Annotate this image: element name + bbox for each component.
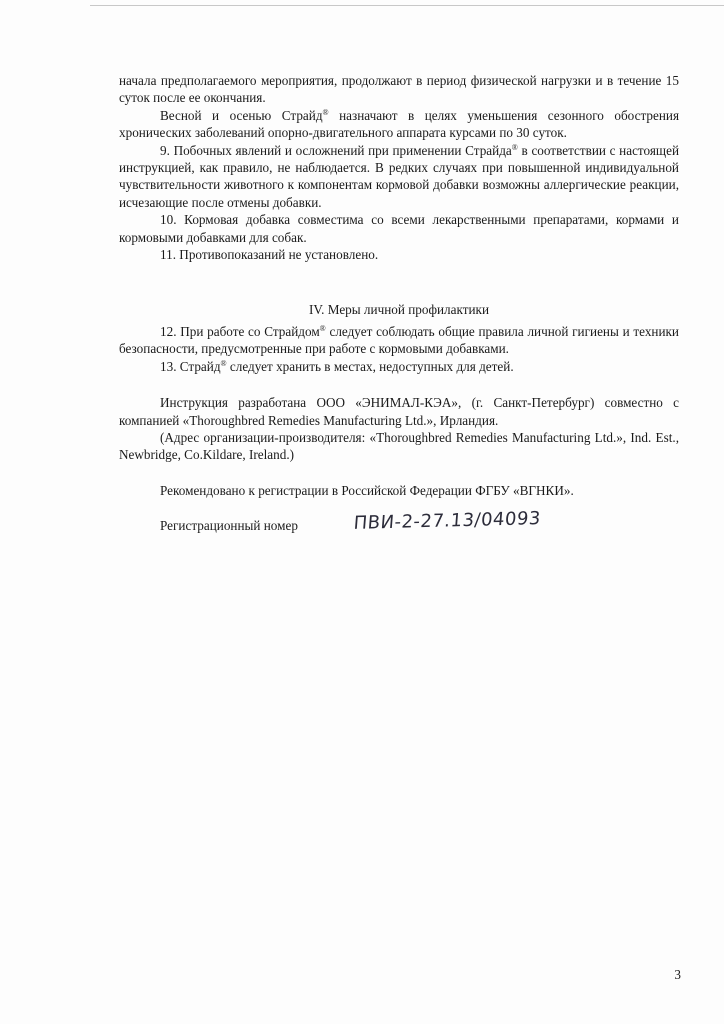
paragraph-seasonal-course: Весной и осенью Страйд® назначают в целях уменьшения сезонного обострения хронических заболеваний опорно-двигательного аппарата курсами по 30 суток. (119, 107, 680, 141)
registered-mark: ® (319, 323, 326, 333)
paragraph-item-13: 13. Страйд® следует хранить в местах, недоступных для детей. (160, 358, 514, 374)
paragraph-manufacturer-address: (Адрес организации-производителя: «Thoroughbred Remedies Manufacturing Ltd.», Ind. Est., Newbridge, Co.Kildare, Ireland.) (119, 429, 679, 463)
spacer (119, 263, 679, 301)
paragraph-item-10: 10. Кормовая добавка совместима со всеми лекарственными препаратами, кормами и кормовыми добавками для собак. (119, 212, 679, 245)
page-number: 3 (674, 967, 681, 982)
paragraph-continuation: начала предполагаемого мероприятия, продолжают в период физической нагрузки и в течение 15 суток после ее окончания. (119, 73, 679, 106)
registered-mark: ® (511, 142, 518, 152)
registered-mark: ® (322, 107, 329, 117)
paragraph-item-9: 9. Побочных явлений и осложнений при применении Страйда® в соответствии с настоящей инструкцией, как правило, не наблюдается. В редких случаях при повышенной индивидуальной чувствительности животного к компонентам кормовой добавки возможны аллергические реакции, исчезающие после отмены добавки. (119, 142, 679, 210)
paragraph-developer: Инструкция разработана ООО «ЭНИМАЛ-КЭА», (г. Санкт-Петербург) совместно с компанией «Thoroughbred Remedies Manufacturing Ltd.», Ирландия. (119, 395, 679, 428)
paragraph-item-12: 12. При работе со Страйдом® следует соблюдать общие правила личной гигиены и техники безопасности, предусмотренные при работе с кормовыми добавками. (119, 323, 679, 357)
paragraph-recommended: Рекомендовано к регистрации в Российской Федерации ФГБУ «ВГНКИ». (160, 482, 574, 498)
spacer (119, 375, 679, 394)
paragraph-item-11: 11. Противопоказаний не установлено. (160, 247, 379, 263)
registration-line (119, 508, 679, 535)
document-body (119, 72, 679, 535)
registration-label: Регистрационный номер (160, 518, 298, 534)
section-heading-iv: IV. Меры личной профилактики (308, 302, 490, 318)
registration-number-handwritten: ПВИ-2-27.13/04093 (352, 508, 542, 535)
registered-mark: ® (220, 358, 227, 368)
top-edge-line (90, 5, 724, 6)
spacer (119, 464, 679, 482)
